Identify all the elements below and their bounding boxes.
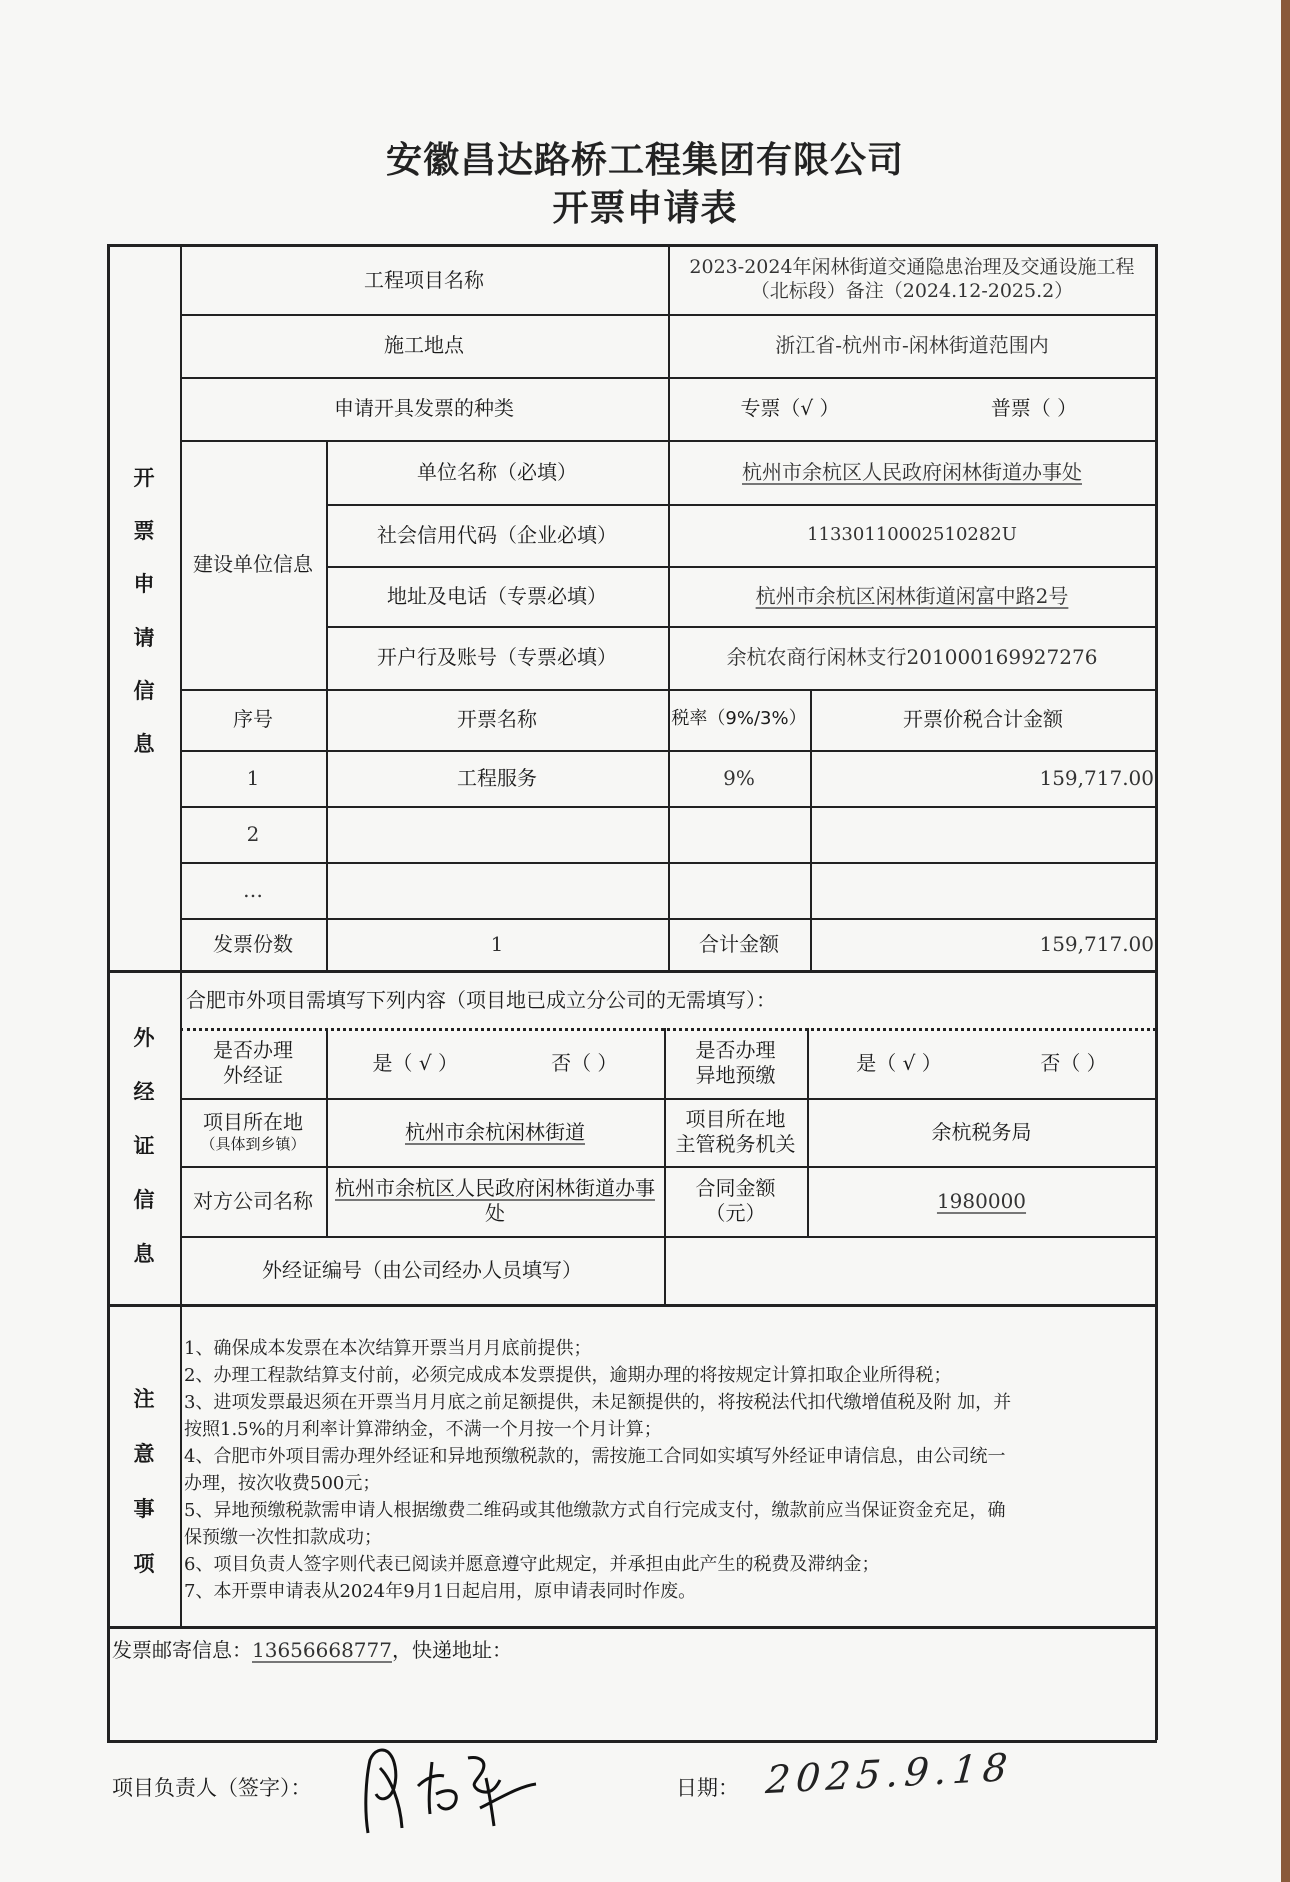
side-char: 信	[133, 1188, 155, 1212]
counterparty-line2: 处	[485, 1201, 505, 1225]
prepay-yes-checkbox[interactable]: 是（ √ ）	[856, 1050, 942, 1075]
note-line: 4、合肥市外项目需办理外经证和异地预缴税款的，需按施工合同如实填写外经证申请信息，由公司统一	[184, 1446, 1006, 1467]
side-char: 证	[133, 1134, 155, 1158]
note-line: 3、进项发票最迟须在开票当月月底之前足额提供，未足额提供的，将按税法代扣代缴增值税及附 加，并	[184, 1392, 1012, 1413]
col-header-name: 开票名称	[457, 707, 537, 731]
signer-label: 项目负责人（签字）：	[112, 1776, 312, 1800]
form-title: 开票申请表	[552, 188, 738, 229]
permit-number-input[interactable]	[664, 1236, 1156, 1304]
contract-amount-text: 1980000	[936, 1188, 1027, 1213]
row-rate[interactable]	[668, 862, 810, 918]
row-amount[interactable]	[810, 806, 1156, 862]
side-char: 开	[133, 465, 155, 490]
project-name-line1: 2023-2024年闲林街道交通隐患治理及交通设施工程	[689, 256, 1135, 279]
project-name-value[interactable]	[668, 246, 1156, 314]
row-amount[interactable]	[810, 862, 1156, 918]
row-amount[interactable]: 159,717.00	[1039, 765, 1154, 790]
project-location-value[interactable]	[326, 1098, 664, 1166]
note-line: 保预缴一次性扣款成功；	[184, 1527, 382, 1548]
side-char: 请	[133, 625, 155, 650]
tax-authority-value[interactable]: 余杭税务局	[931, 1119, 1032, 1144]
invoice-count-value[interactable]: 1	[490, 931, 504, 956]
project-location-text: 杭州市余杭闲林街道	[405, 1119, 585, 1144]
location-label: 施工地点	[384, 333, 464, 357]
notes-list	[184, 1335, 1134, 1605]
prepay-label	[664, 1028, 807, 1098]
counterparty-label: 对方公司名称	[193, 1188, 313, 1213]
mailing-phone[interactable]: 13656668777	[252, 1638, 392, 1662]
total-amount-value[interactable]: 159,717.00	[1039, 931, 1154, 956]
paper-edge	[1281, 0, 1290, 1882]
prepay-label-line1: 是否办理	[695, 1038, 776, 1062]
col-header-rate: 税率（9%/3%）	[671, 708, 807, 730]
special-invoice-checkbox[interactable]: 专票（√ ）	[740, 396, 840, 420]
col-header-no: 序号	[233, 707, 273, 731]
contract-amount-value[interactable]	[807, 1166, 1156, 1236]
side-char: 事	[133, 1496, 155, 1521]
credit-code-label: 社会信用代码（企业必填）	[377, 522, 617, 547]
bank-account-label: 开户行及账号（专票必填）	[377, 645, 617, 669]
signature-image	[340, 1738, 570, 1848]
permit-options	[326, 1028, 664, 1098]
note-line: 按照1.5%的月利率计算滞纳金，不满一个月按一个月计算；	[184, 1419, 662, 1440]
location-value[interactable]: 浙江省-杭州市-闲林街道范围内	[775, 333, 1049, 357]
row-no: …	[243, 877, 263, 902]
address-phone-value[interactable]	[668, 566, 1156, 626]
counterparty-line1: 杭州市余杭区人民政府闲林街道办事	[335, 1176, 655, 1200]
permit-yes-checkbox[interactable]: 是（ √ ）	[372, 1050, 458, 1075]
address-phone-label: 地址及电话（专票必填）	[387, 583, 607, 608]
counterparty-value[interactable]	[326, 1166, 664, 1236]
project-location-label-line1: 项目所在地	[203, 1110, 303, 1135]
tax-authority-label	[664, 1098, 807, 1166]
side-char: 票	[133, 518, 155, 543]
prepay-no-checkbox[interactable]: 否（ ）	[1040, 1050, 1107, 1075]
tax-authority-label-line1: 项目所在地	[685, 1107, 786, 1131]
contract-amount-label-line2: （元）	[705, 1201, 766, 1225]
contract-amount-label	[664, 1166, 807, 1236]
project-name-line2: （北标段）备注（2024.12-2025.2）	[750, 280, 1074, 302]
tax-authority-label-line2: 主管税务机关	[675, 1132, 796, 1156]
side-char: 经	[133, 1080, 155, 1104]
permit-label-line1: 是否办理	[213, 1038, 293, 1062]
permit-label	[180, 1028, 326, 1098]
normal-invoice-checkbox[interactable]: 普票（ ）	[990, 396, 1078, 420]
invoice-section-label	[108, 450, 180, 770]
row-no: 1	[246, 765, 260, 790]
invoice-type-label: 申请开具发票的种类	[334, 396, 514, 420]
side-char: 息	[133, 732, 155, 757]
date-label: 日期：	[676, 1776, 739, 1800]
credit-code-value[interactable]: 11330110002510282U	[807, 523, 1017, 545]
side-char: 项	[133, 1551, 155, 1576]
side-char: 注	[133, 1386, 155, 1411]
col-header-amount: 开票价税合计金额	[903, 707, 1063, 731]
unit-name-value[interactable]	[668, 440, 1156, 504]
note-line: 6、项目负责人签字则代表已阅读并愿意遵守此规定，并承担由此产生的税费及滞纳金；	[184, 1554, 880, 1575]
handwritten-date: 2025.9.18	[764, 1744, 1016, 1803]
address-phone-text: 杭州市余杭区闲林街道闲富中路2号	[755, 583, 1069, 608]
note-line: 7、本开票申请表从2024年9月1日起启用，原申请表同时作废。	[184, 1581, 697, 1602]
note-line: 2、办理工程款结算支付前，必须完成成本发票提供，逾期办理的将按规定计算扣取企业所得税；	[184, 1365, 952, 1386]
address-label: ，快递地址：	[391, 1638, 512, 1662]
side-char: 申	[133, 572, 155, 597]
prepay-options	[807, 1028, 1156, 1098]
side-char: 外	[133, 1026, 155, 1050]
side-char: 信	[133, 678, 155, 703]
row-name[interactable]: 工程服务	[457, 765, 537, 790]
mailing-label: 发票邮寄信息：	[112, 1638, 252, 1662]
invoice-count-label: 发票份数	[213, 931, 293, 956]
builder-info-label: 建设单位信息	[193, 552, 313, 576]
unit-name-label: 单位名称（必填）	[417, 459, 577, 484]
prepay-label-line2: 异地预缴	[695, 1063, 776, 1087]
project-location-label	[180, 1098, 326, 1166]
note-line: 5、异地预缴税款需申请人根据缴费二维码或其他缴款方式自行完成支付，缴款前应当保证资金充足，确	[184, 1500, 1006, 1521]
external-instruction: 合肥市外项目需填写下列内容（项目地已成立分公司的无需填写）：	[186, 987, 776, 1012]
permit-label-line2: 外经证	[223, 1063, 283, 1087]
row-rate[interactable]	[668, 806, 810, 862]
row-name[interactable]	[326, 806, 668, 862]
row-name[interactable]	[326, 862, 668, 918]
external-section-label	[108, 1010, 180, 1280]
contract-amount-label-line1: 合同金额	[695, 1176, 776, 1200]
mailing-info	[112, 1634, 512, 1663]
side-char: 意	[133, 1441, 155, 1466]
permit-no-checkbox[interactable]: 否（ ）	[551, 1050, 618, 1075]
note-line: 办理，按次收费500元；	[184, 1473, 381, 1494]
unit-name-text: 杭州市余杭区人民政府闲林街道办事处	[742, 459, 1082, 484]
total-amount-label: 合计金额	[699, 931, 779, 956]
bank-account-value[interactable]: 余杭农商行闲林支行201000169927276	[726, 645, 1098, 669]
company-title: 安徽昌达路桥工程集团有限公司	[385, 140, 904, 181]
side-char: 息	[133, 1242, 155, 1266]
permit-number-label: 外经证编号（由公司经办人员填写）	[262, 1257, 582, 1282]
row-no: 2	[246, 821, 260, 846]
row-rate[interactable]: 9%	[723, 765, 755, 790]
notes-section-label	[108, 1370, 180, 1590]
project-name-label: 工程项目名称	[364, 267, 484, 292]
note-line: 1、确保成本发票在本次结算开票当月月底前提供；	[184, 1338, 592, 1359]
project-location-label-line2: （具体到乡镇）	[200, 1135, 306, 1154]
